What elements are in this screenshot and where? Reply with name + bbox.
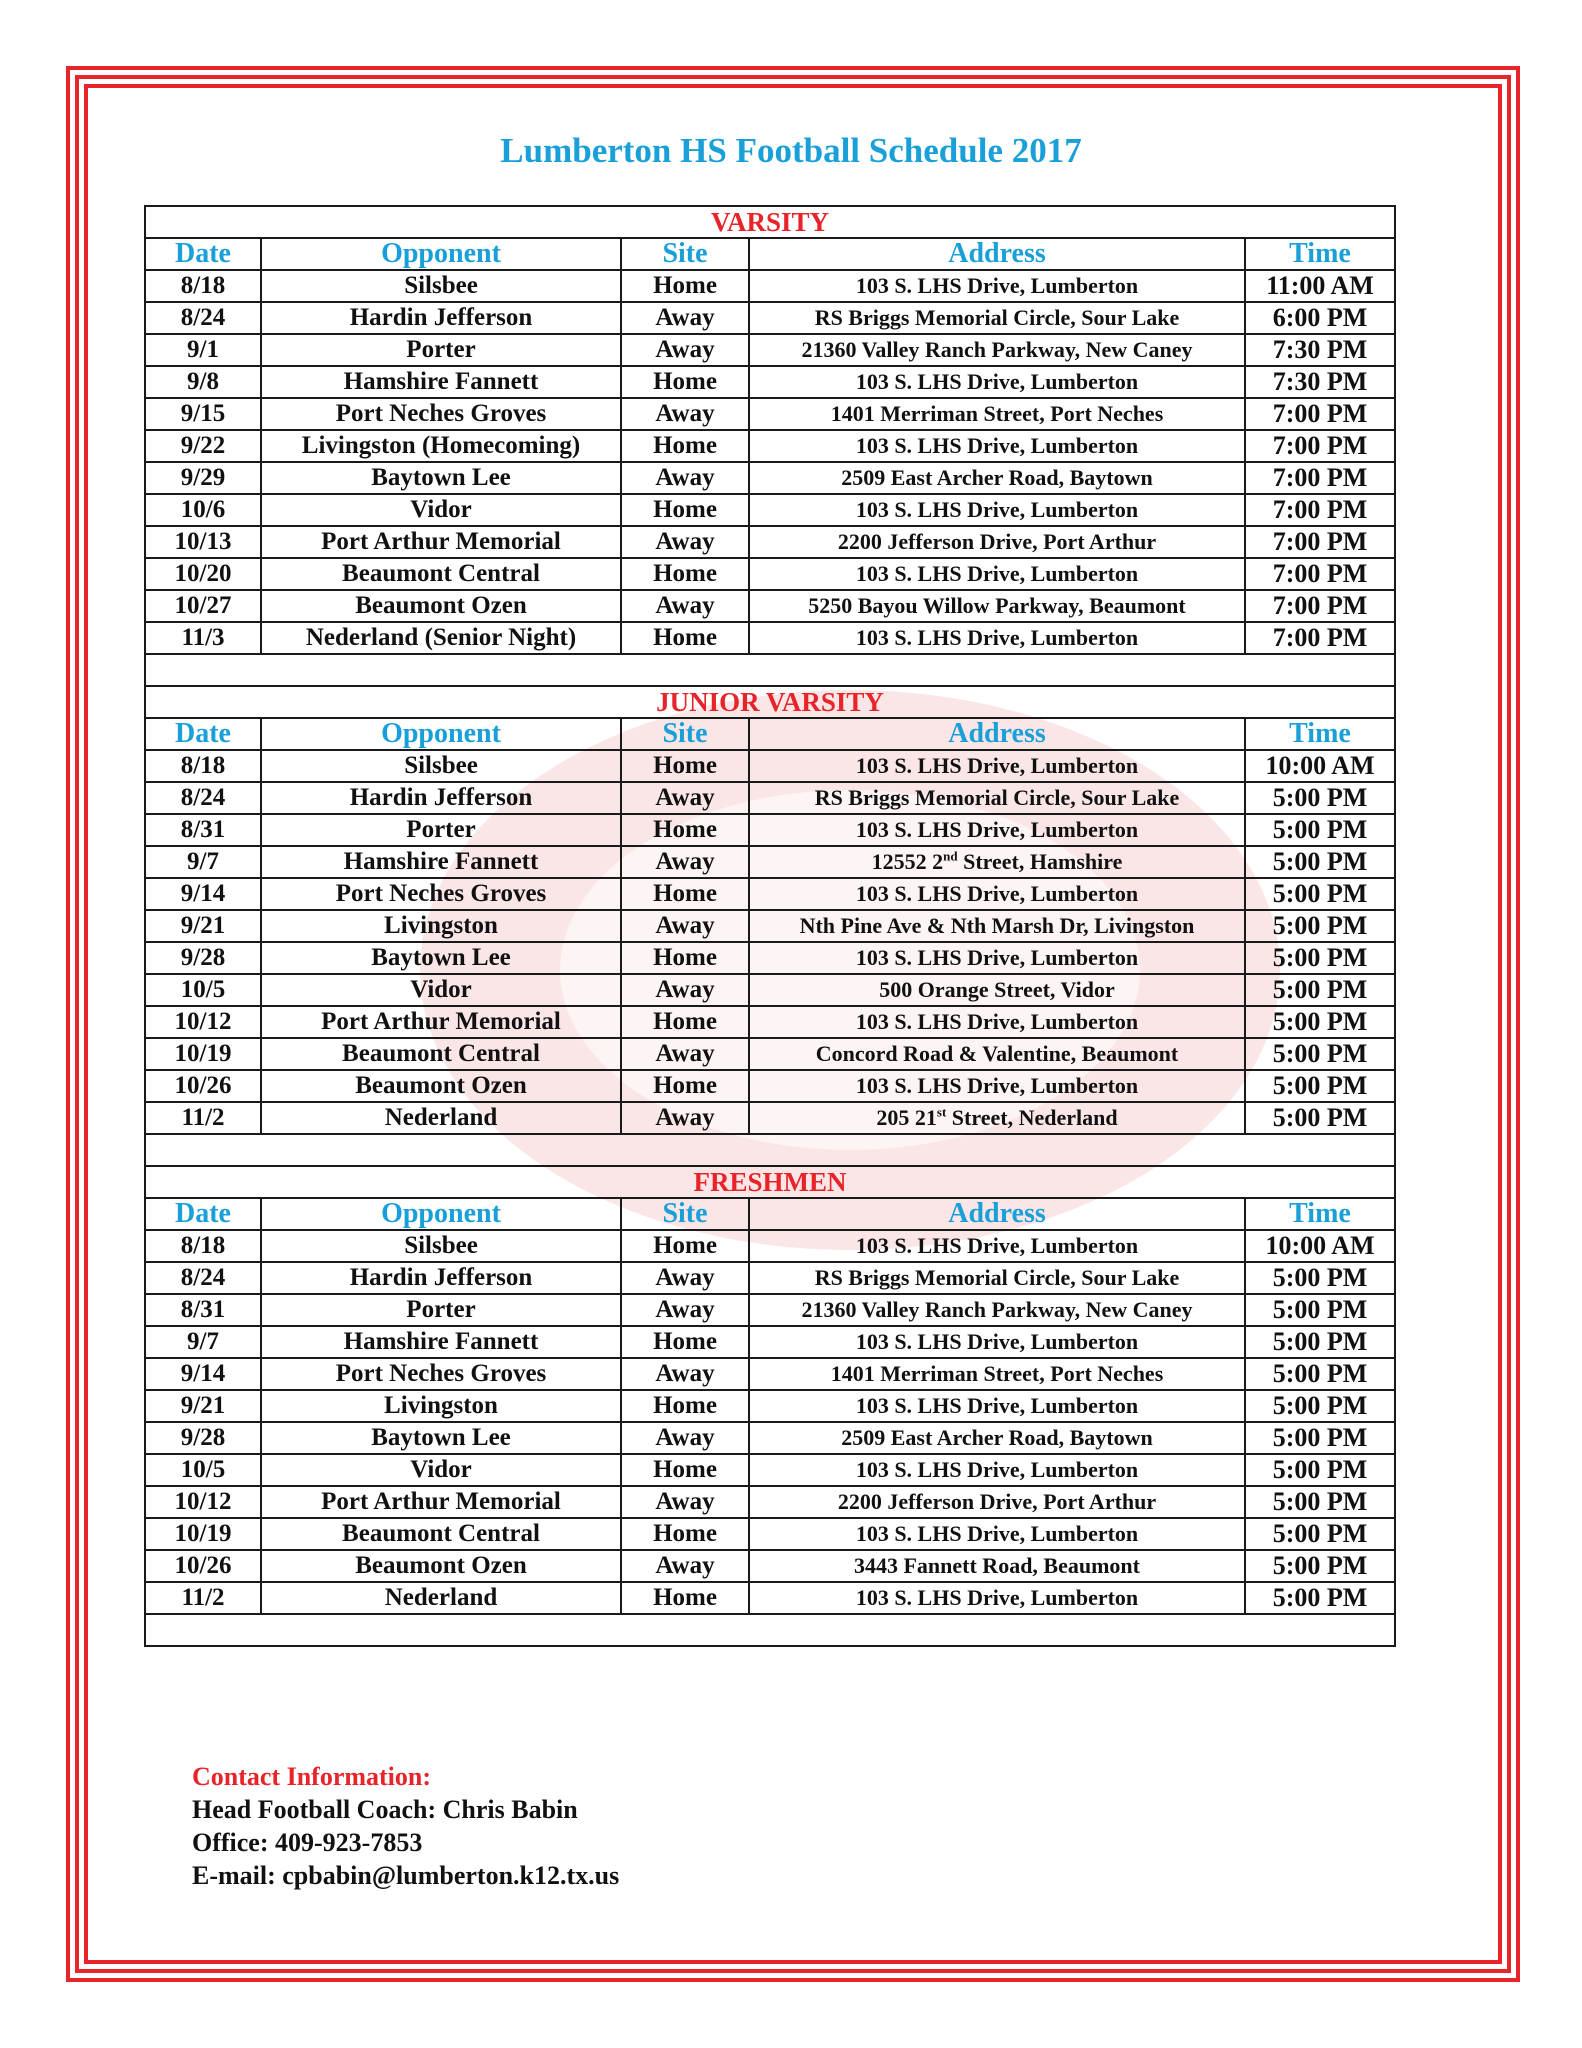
address-cell: 2509 East Archer Road, Baytown	[749, 1422, 1245, 1454]
site-cell: Home	[621, 1518, 749, 1550]
table-row	[145, 1102, 1395, 1134]
opponent-cell: Hardin Jefferson	[261, 302, 621, 334]
site-cell: Home	[621, 430, 749, 462]
time-cell: 5:00 PM	[1245, 1390, 1395, 1422]
site-cell: Home	[621, 1326, 749, 1358]
table-row	[145, 846, 1395, 878]
opponent-cell: Port Arthur Memorial	[261, 526, 621, 558]
site-cell: Home	[621, 1390, 749, 1422]
table-row	[145, 750, 1395, 782]
opponent-cell: Nederland	[261, 1102, 621, 1134]
date-cell: 11/3	[145, 622, 261, 654]
table-row	[145, 1486, 1395, 1518]
date-cell: 10/5	[145, 1454, 261, 1486]
site-cell: Home	[621, 494, 749, 526]
date-cell: 9/15	[145, 398, 261, 430]
date-cell: 9/14	[145, 878, 261, 910]
site-cell: Away	[621, 974, 749, 1006]
time-cell: 7:30 PM	[1245, 366, 1395, 398]
schedule-table	[144, 205, 1396, 1647]
opponent-cell: Vidor	[261, 1454, 621, 1486]
column-header: Time	[1245, 238, 1395, 270]
site-cell: Home	[621, 942, 749, 974]
date-cell: 10/12	[145, 1486, 261, 1518]
column-header: Time	[1245, 1198, 1395, 1230]
section-title: JUNIOR VARSITY	[145, 686, 1395, 718]
table-row	[145, 1550, 1395, 1582]
date-cell: 8/24	[145, 782, 261, 814]
opponent-cell: Port Arthur Memorial	[261, 1006, 621, 1038]
opponent-cell: Vidor	[261, 974, 621, 1006]
table-row	[145, 1582, 1395, 1614]
address-cell: 2509 East Archer Road, Baytown	[749, 462, 1245, 494]
column-header: Opponent	[261, 718, 621, 750]
date-cell: 10/19	[145, 1038, 261, 1070]
time-cell: 5:00 PM	[1245, 1358, 1395, 1390]
table-row	[145, 270, 1395, 302]
spacer-cell	[145, 1614, 1395, 1646]
address-cell: 103 S. LHS Drive, Lumberton	[749, 430, 1245, 462]
opponent-cell: Silsbee	[261, 270, 621, 302]
column-header-row	[145, 238, 1395, 270]
time-cell: 10:00 AM	[1245, 1230, 1395, 1262]
column-header: Site	[621, 238, 749, 270]
date-cell: 8/24	[145, 1262, 261, 1294]
opponent-cell: Baytown Lee	[261, 942, 621, 974]
address-cell: 103 S. LHS Drive, Lumberton	[749, 270, 1245, 302]
time-cell: 10:00 AM	[1245, 750, 1395, 782]
schedule-body	[145, 206, 1395, 1646]
address-cell: 103 S. LHS Drive, Lumberton	[749, 878, 1245, 910]
time-cell: 7:00 PM	[1245, 590, 1395, 622]
address-cell: 103 S. LHS Drive, Lumberton	[749, 622, 1245, 654]
table-row	[145, 878, 1395, 910]
column-header: Opponent	[261, 238, 621, 270]
time-cell: 5:00 PM	[1245, 910, 1395, 942]
opponent-cell: Port Arthur Memorial	[261, 1486, 621, 1518]
site-cell: Away	[621, 1102, 749, 1134]
table-row	[145, 1038, 1395, 1070]
opponent-cell: Hamshire Fannett	[261, 846, 621, 878]
column-header: Site	[621, 1198, 749, 1230]
table-row	[145, 1518, 1395, 1550]
date-cell: 11/2	[145, 1582, 261, 1614]
opponent-cell: Baytown Lee	[261, 462, 621, 494]
time-cell: 5:00 PM	[1245, 974, 1395, 1006]
address-cell: 103 S. LHS Drive, Lumberton	[749, 1006, 1245, 1038]
date-cell: 9/14	[145, 1358, 261, 1390]
address-cell: 103 S. LHS Drive, Lumberton	[749, 494, 1245, 526]
table-row	[145, 974, 1395, 1006]
site-cell: Home	[621, 750, 749, 782]
site-cell: Away	[621, 1294, 749, 1326]
opponent-cell: Baytown Lee	[261, 1422, 621, 1454]
time-cell: 5:00 PM	[1245, 942, 1395, 974]
address-cell: Concord Road & Valentine, Beaumont	[749, 1038, 1245, 1070]
table-row	[145, 1070, 1395, 1102]
opponent-cell: Beaumont Ozen	[261, 1070, 621, 1102]
opponent-cell: Hardin Jefferson	[261, 782, 621, 814]
address-cell: 12552 2nd Street, Hamshire	[749, 846, 1245, 878]
date-cell: 8/31	[145, 814, 261, 846]
site-cell: Home	[621, 1070, 749, 1102]
date-cell: 10/6	[145, 494, 261, 526]
table-row	[145, 494, 1395, 526]
table-row	[145, 1294, 1395, 1326]
site-cell: Home	[621, 1454, 749, 1486]
address-cell: 103 S. LHS Drive, Lumberton	[749, 1390, 1245, 1422]
spacer-cell	[145, 1134, 1395, 1166]
address-cell: 1401 Merriman Street, Port Neches	[749, 1358, 1245, 1390]
time-cell: 6:00 PM	[1245, 302, 1395, 334]
spacer-row	[145, 654, 1395, 686]
site-cell: Home	[621, 1006, 749, 1038]
table-row	[145, 782, 1395, 814]
address-cell: 103 S. LHS Drive, Lumberton	[749, 558, 1245, 590]
opponent-cell: Port Neches Groves	[261, 398, 621, 430]
time-cell: 5:00 PM	[1245, 1454, 1395, 1486]
table-row	[145, 1230, 1395, 1262]
date-cell: 9/29	[145, 462, 261, 494]
column-header: Date	[145, 1198, 261, 1230]
time-cell: 7:00 PM	[1245, 622, 1395, 654]
date-cell: 10/12	[145, 1006, 261, 1038]
opponent-cell: Beaumont Central	[261, 1038, 621, 1070]
site-cell: Home	[621, 622, 749, 654]
address-cell: 103 S. LHS Drive, Lumberton	[749, 1070, 1245, 1102]
site-cell: Home	[621, 878, 749, 910]
address-cell: 103 S. LHS Drive, Lumberton	[749, 1230, 1245, 1262]
site-cell: Away	[621, 1358, 749, 1390]
table-row	[145, 366, 1395, 398]
date-cell: 10/20	[145, 558, 261, 590]
date-cell: 8/24	[145, 302, 261, 334]
time-cell: 5:00 PM	[1245, 1326, 1395, 1358]
time-cell: 11:00 AM	[1245, 270, 1395, 302]
date-cell: 10/27	[145, 590, 261, 622]
opponent-cell: Hamshire Fannett	[261, 1326, 621, 1358]
table-row	[145, 1006, 1395, 1038]
time-cell: 7:30 PM	[1245, 334, 1395, 366]
time-cell: 5:00 PM	[1245, 1102, 1395, 1134]
column-header-row	[145, 1198, 1395, 1230]
time-cell: 5:00 PM	[1245, 1294, 1395, 1326]
opponent-cell: Hardin Jefferson	[261, 1262, 621, 1294]
contact-heading: Contact Information:	[192, 1762, 432, 1791]
time-cell: 7:00 PM	[1245, 494, 1395, 526]
table-row	[145, 590, 1395, 622]
date-cell: 8/18	[145, 750, 261, 782]
opponent-cell: Livingston (Homecoming)	[261, 430, 621, 462]
date-cell: 9/7	[145, 1326, 261, 1358]
site-cell: Away	[621, 526, 749, 558]
site-cell: Away	[621, 1262, 749, 1294]
page-title: Lumberton HS Football Schedule 2017	[500, 131, 1082, 170]
contact-info	[192, 1760, 619, 1892]
column-header: Site	[621, 718, 749, 750]
site-cell: Away	[621, 302, 749, 334]
opponent-cell: Port Neches Groves	[261, 878, 621, 910]
address-cell: 103 S. LHS Drive, Lumberton	[749, 366, 1245, 398]
table-row	[145, 1454, 1395, 1486]
table-row	[145, 622, 1395, 654]
date-cell: 9/22	[145, 430, 261, 462]
table-row	[145, 334, 1395, 366]
column-header: Date	[145, 238, 261, 270]
date-cell: 9/8	[145, 366, 261, 398]
table-row	[145, 526, 1395, 558]
contact-coach: Head Football Coach: Chris Babin	[192, 1795, 578, 1824]
site-cell: Home	[621, 814, 749, 846]
date-cell: 10/26	[145, 1070, 261, 1102]
table-row	[145, 1422, 1395, 1454]
site-cell: Away	[621, 590, 749, 622]
site-cell: Home	[621, 1582, 749, 1614]
date-cell: 8/31	[145, 1294, 261, 1326]
time-cell: 5:00 PM	[1245, 1550, 1395, 1582]
time-cell: 5:00 PM	[1245, 814, 1395, 846]
date-cell: 9/28	[145, 1422, 261, 1454]
address-cell: 5250 Bayou Willow Parkway, Beaumont	[749, 590, 1245, 622]
opponent-cell: Hamshire Fannett	[261, 366, 621, 398]
section-header-row	[145, 686, 1395, 718]
address-cell: 103 S. LHS Drive, Lumberton	[749, 1518, 1245, 1550]
address-cell: 103 S. LHS Drive, Lumberton	[749, 942, 1245, 974]
table-row	[145, 814, 1395, 846]
table-row	[145, 942, 1395, 974]
column-header-row	[145, 718, 1395, 750]
table-row	[145, 430, 1395, 462]
address-cell: RS Briggs Memorial Circle, Sour Lake	[749, 782, 1245, 814]
spacer-cell	[145, 654, 1395, 686]
date-cell: 9/1	[145, 334, 261, 366]
opponent-cell: Silsbee	[261, 1230, 621, 1262]
opponent-cell: Beaumont Ozen	[261, 590, 621, 622]
time-cell: 7:00 PM	[1245, 398, 1395, 430]
opponent-cell: Porter	[261, 1294, 621, 1326]
site-cell: Away	[621, 1422, 749, 1454]
site-cell: Home	[621, 1230, 749, 1262]
date-cell: 10/19	[145, 1518, 261, 1550]
opponent-cell: Livingston	[261, 910, 621, 942]
time-cell: 5:00 PM	[1245, 1038, 1395, 1070]
site-cell: Home	[621, 558, 749, 590]
time-cell: 7:00 PM	[1245, 430, 1395, 462]
spacer-row	[145, 1614, 1395, 1646]
date-cell: 9/21	[145, 1390, 261, 1422]
site-cell: Away	[621, 910, 749, 942]
date-cell: 9/28	[145, 942, 261, 974]
column-header: Address	[749, 238, 1245, 270]
time-cell: 7:00 PM	[1245, 558, 1395, 590]
opponent-cell: Porter	[261, 814, 621, 846]
section-title: VARSITY	[145, 206, 1395, 238]
section-header-row	[145, 1166, 1395, 1198]
address-cell: 3443 Fannett Road, Beaumont	[749, 1550, 1245, 1582]
address-cell: 500 Orange Street, Vidor	[749, 974, 1245, 1006]
table-row	[145, 1390, 1395, 1422]
site-cell: Away	[621, 1486, 749, 1518]
address-cell: RS Briggs Memorial Circle, Sour Lake	[749, 1262, 1245, 1294]
column-header: Time	[1245, 718, 1395, 750]
table-row	[145, 1262, 1395, 1294]
date-cell: 10/13	[145, 526, 261, 558]
opponent-cell: Nederland	[261, 1582, 621, 1614]
table-row	[145, 1358, 1395, 1390]
time-cell: 5:00 PM	[1245, 1422, 1395, 1454]
time-cell: 5:00 PM	[1245, 1582, 1395, 1614]
time-cell: 5:00 PM	[1245, 1006, 1395, 1038]
address-cell: 103 S. LHS Drive, Lumberton	[749, 1326, 1245, 1358]
site-cell: Away	[621, 462, 749, 494]
table-row	[145, 462, 1395, 494]
address-cell: 103 S. LHS Drive, Lumberton	[749, 1454, 1245, 1486]
opponent-cell: Silsbee	[261, 750, 621, 782]
opponent-cell: Nederland (Senior Night)	[261, 622, 621, 654]
date-cell: 8/18	[145, 1230, 261, 1262]
section-title: FRESHMEN	[145, 1166, 1395, 1198]
date-cell: 11/2	[145, 1102, 261, 1134]
opponent-cell: Beaumont Central	[261, 558, 621, 590]
contact-office: Office: 409-923-7853	[192, 1828, 423, 1857]
time-cell: 5:00 PM	[1245, 782, 1395, 814]
date-cell: 10/5	[145, 974, 261, 1006]
column-header: Opponent	[261, 1198, 621, 1230]
site-cell: Home	[621, 366, 749, 398]
address-cell: 2200 Jefferson Drive, Port Arthur	[749, 526, 1245, 558]
table-row	[145, 910, 1395, 942]
spacer-row	[145, 1134, 1395, 1166]
time-cell: 5:00 PM	[1245, 1486, 1395, 1518]
address-cell: 103 S. LHS Drive, Lumberton	[749, 750, 1245, 782]
table-row	[145, 302, 1395, 334]
site-cell: Home	[621, 270, 749, 302]
address-cell: 2200 Jefferson Drive, Port Arthur	[749, 1486, 1245, 1518]
site-cell: Away	[621, 398, 749, 430]
opponent-cell: Vidor	[261, 494, 621, 526]
address-cell: 103 S. LHS Drive, Lumberton	[749, 814, 1245, 846]
table-row	[145, 1326, 1395, 1358]
opponent-cell: Beaumont Central	[261, 1518, 621, 1550]
address-cell: Nth Pine Ave & Nth Marsh Dr, Livingston	[749, 910, 1245, 942]
time-cell: 5:00 PM	[1245, 846, 1395, 878]
contact-email: E-mail: cpbabin@lumberton.k12.tx.us	[192, 1861, 620, 1890]
section-header-row	[145, 206, 1395, 238]
opponent-cell: Port Neches Groves	[261, 1358, 621, 1390]
time-cell: 7:00 PM	[1245, 526, 1395, 558]
time-cell: 7:00 PM	[1245, 462, 1395, 494]
address-cell: 1401 Merriman Street, Port Neches	[749, 398, 1245, 430]
table-row	[145, 558, 1395, 590]
address-cell: RS Briggs Memorial Circle, Sour Lake	[749, 302, 1245, 334]
address-cell: 205 21st Street, Nederland	[749, 1102, 1245, 1134]
address-cell: 103 S. LHS Drive, Lumberton	[749, 1582, 1245, 1614]
site-cell: Away	[621, 1550, 749, 1582]
site-cell: Away	[621, 334, 749, 366]
date-cell: 8/18	[145, 270, 261, 302]
column-header: Date	[145, 718, 261, 750]
time-cell: 5:00 PM	[1245, 1070, 1395, 1102]
site-cell: Away	[621, 846, 749, 878]
site-cell: Away	[621, 782, 749, 814]
time-cell: 5:00 PM	[1245, 878, 1395, 910]
opponent-cell: Porter	[261, 334, 621, 366]
date-cell: 10/26	[145, 1550, 261, 1582]
date-cell: 9/7	[145, 846, 261, 878]
column-header: Address	[749, 1198, 1245, 1230]
column-header: Address	[749, 718, 1245, 750]
opponent-cell: Livingston	[261, 1390, 621, 1422]
site-cell: Away	[621, 1038, 749, 1070]
address-cell: 21360 Valley Ranch Parkway, New Caney	[749, 334, 1245, 366]
date-cell: 9/21	[145, 910, 261, 942]
address-cell: 21360 Valley Ranch Parkway, New Caney	[749, 1294, 1245, 1326]
table-row	[145, 398, 1395, 430]
time-cell: 5:00 PM	[1245, 1518, 1395, 1550]
time-cell: 5:00 PM	[1245, 1262, 1395, 1294]
opponent-cell: Beaumont Ozen	[261, 1550, 621, 1582]
